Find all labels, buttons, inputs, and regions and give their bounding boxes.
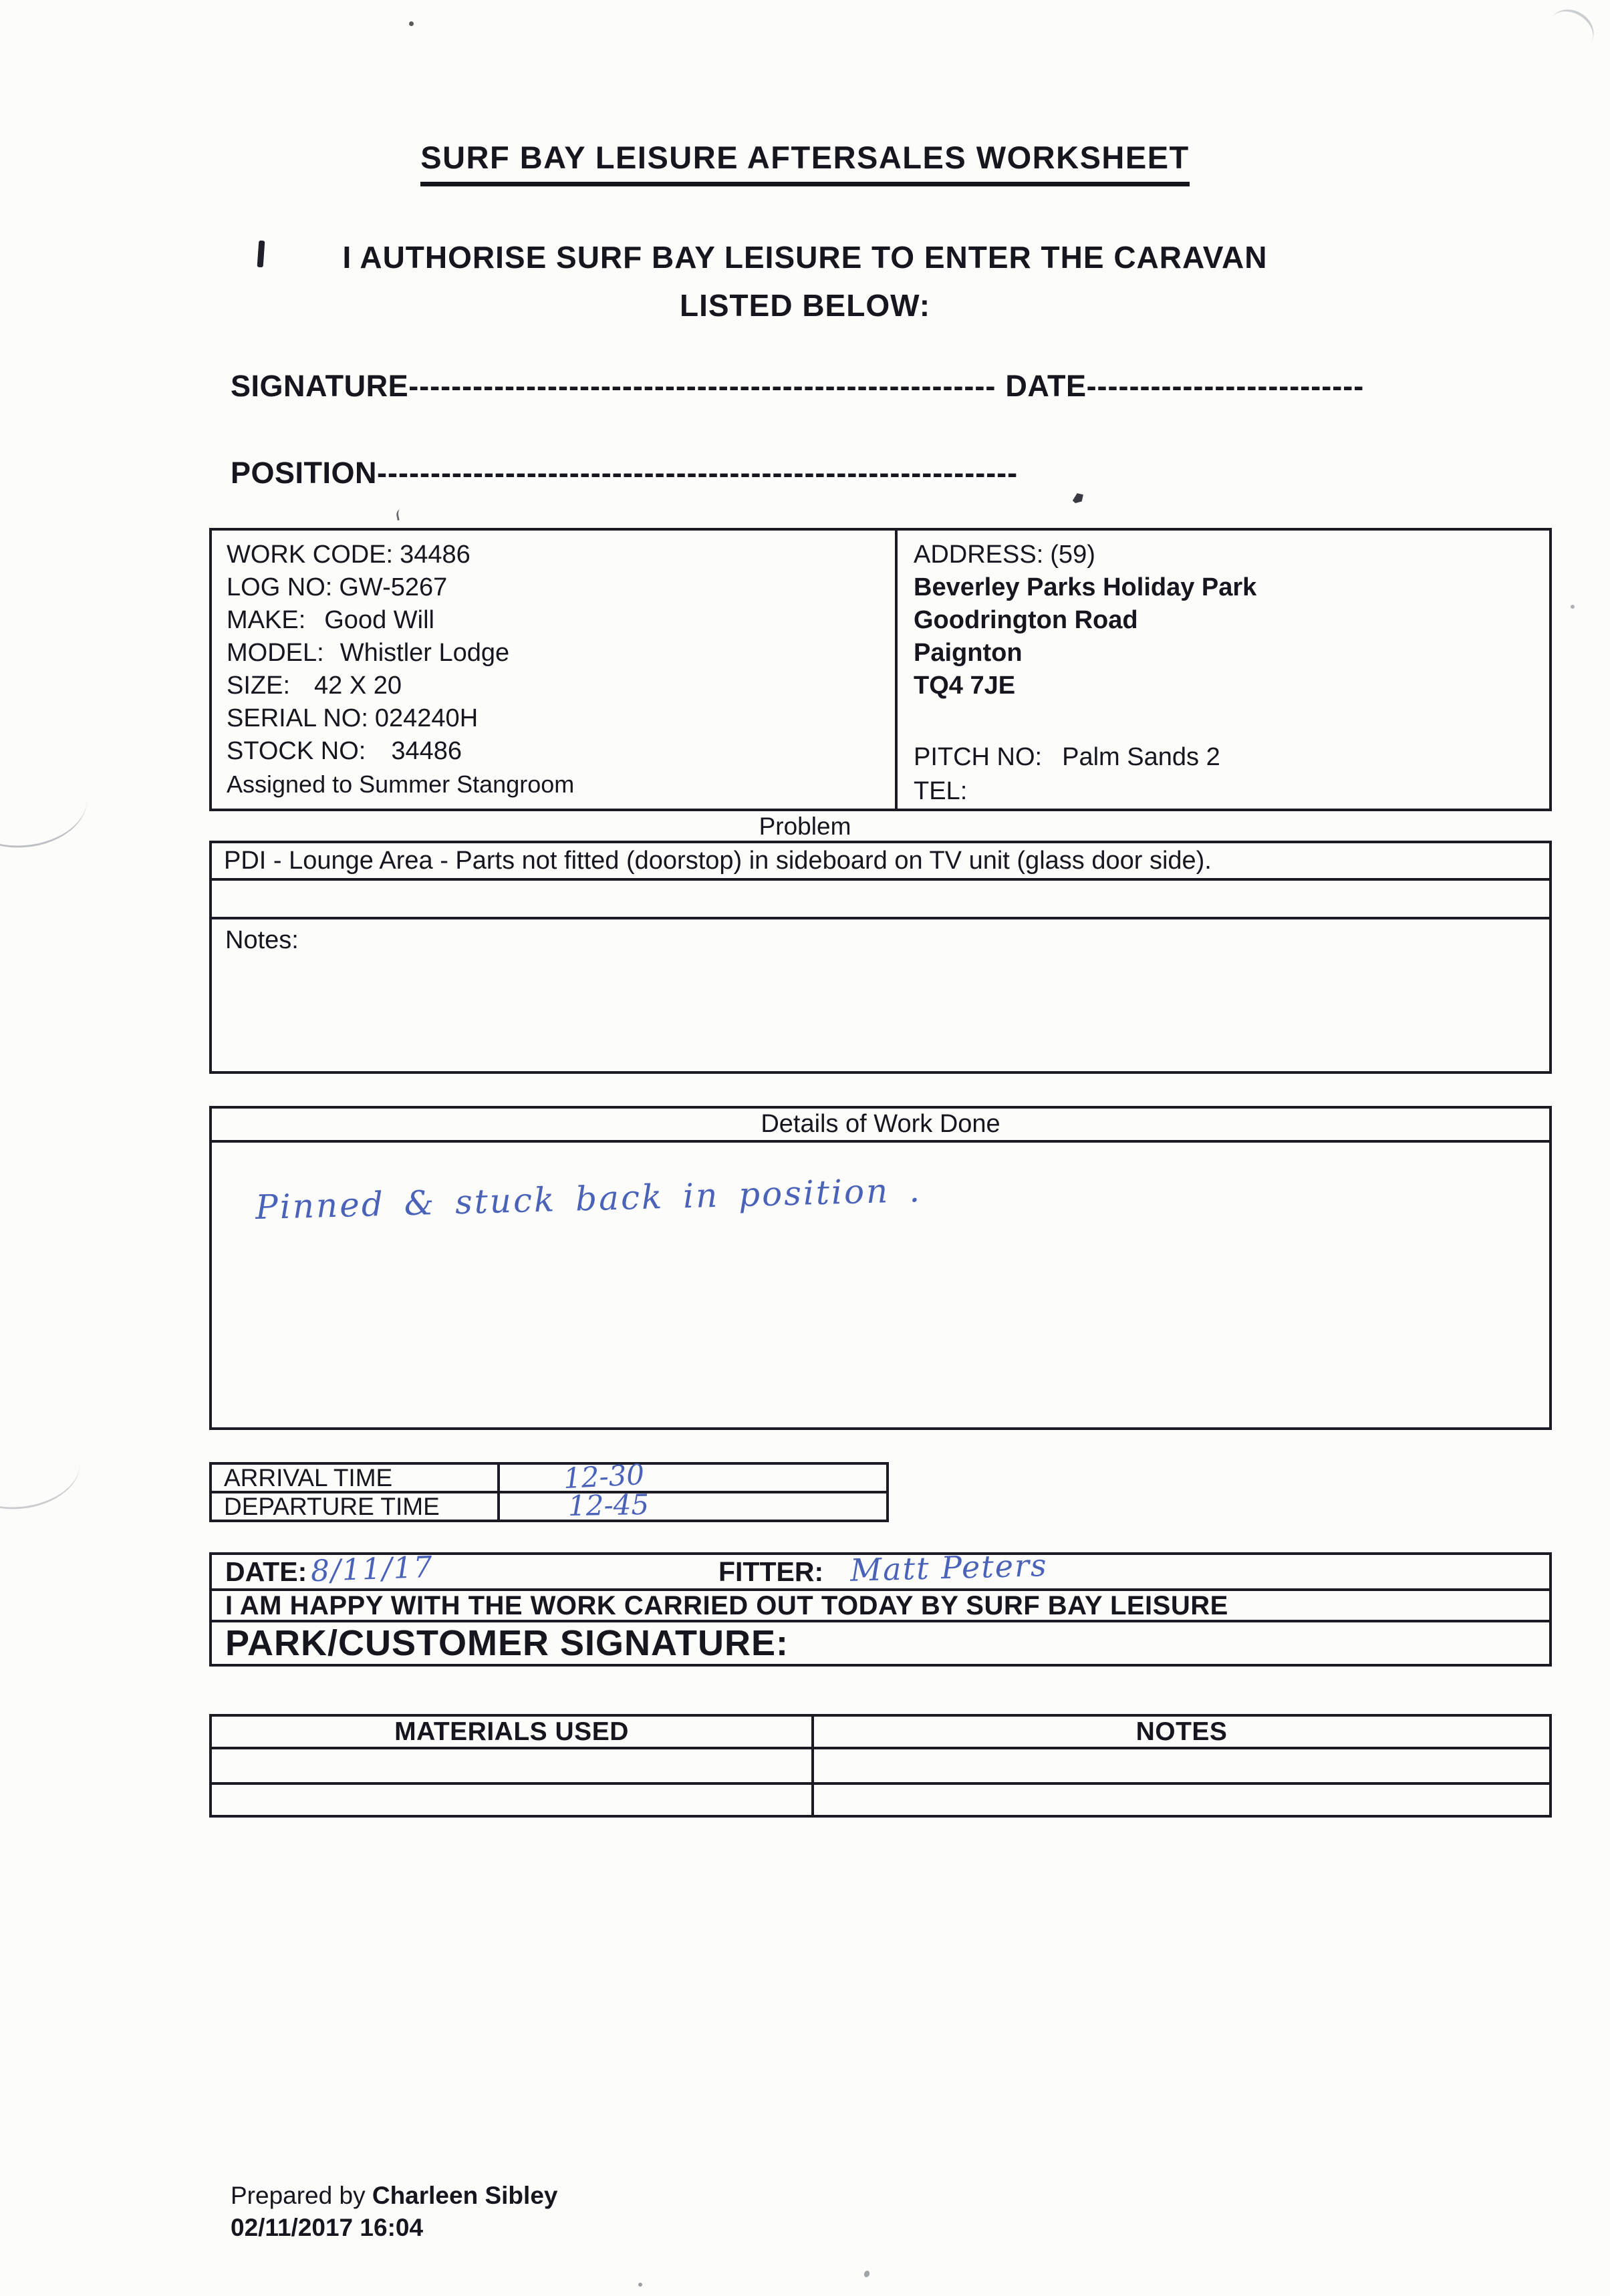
signoff-date-label: DATE: <box>225 1556 307 1587</box>
position-line <box>231 456 1018 490</box>
arrival-time-label: ARRIVAL TIME <box>212 1465 500 1491</box>
address-label-row: ADDRESS: (59) <box>914 541 1095 569</box>
happy-statement: I AM HAPPY WITH THE WORK CARRIED OUT TODAY BY SURF BAY LEISURE <box>212 1591 1549 1622</box>
log-no-row: LOG NO: GW-5267 <box>227 573 448 601</box>
materials-notes-header: NOTES <box>1135 1717 1228 1746</box>
signature-label: SIGNATURE <box>231 369 409 403</box>
arrival-time-handwriting: 12-30 <box>562 1457 646 1495</box>
materials-empty-row-2 <box>212 1785 1549 1815</box>
position-label: POSITION <box>231 456 378 490</box>
arrival-time-value-cell <box>500 1457 886 1495</box>
date-rule: -------------------------- <box>1086 369 1365 403</box>
departure-time-label: DEPARTURE TIME <box>212 1493 500 1520</box>
fitter-handwriting: Matt Peters <box>849 1547 1049 1588</box>
prepared-by-name: Charleen Sibley <box>372 2182 558 2209</box>
address-line-1: Beverley Parks Holiday Park <box>914 573 1257 601</box>
scan-speck-bottom-2 <box>638 2283 642 2287</box>
caravan-info-box <box>209 528 898 811</box>
prepared-by-line <box>231 2180 557 2212</box>
arrival-time-row <box>212 1457 886 1495</box>
details-body <box>212 1143 1549 1430</box>
notes-box <box>209 919 1552 1074</box>
materials-table <box>209 1714 1552 1818</box>
problem-box <box>209 841 1552 919</box>
materials-empty-row-1 <box>212 1749 1549 1785</box>
size-row: SIZE: 42 X 20 <box>227 672 402 700</box>
scan-curve-top-right <box>1541 1 1602 59</box>
details-of-work-box <box>209 1106 1552 1430</box>
signature-date-line <box>231 369 1364 404</box>
make-row: MAKE: Good Will <box>227 606 434 634</box>
position-rule: ------------------------------------------------------------ <box>377 456 1019 490</box>
pitch-no-row: PITCH NO: Palm Sands 2 <box>914 743 1220 771</box>
scan-speck-right <box>1571 605 1575 609</box>
stock-no-row: STOCK NO: 34486 <box>227 737 462 765</box>
model-row: MODEL: Whistler Lodge <box>227 639 510 667</box>
problem-empty-row <box>212 881 1549 917</box>
signoff-box <box>209 1547 1552 1667</box>
authorisation-line-2: LISTED BELOW: <box>679 288 931 323</box>
serial-no-row: SERIAL NO: 024240H <box>227 704 479 732</box>
departure-time-handwriting: 12-45 <box>567 1487 650 1523</box>
date-label: DATE <box>1005 369 1087 403</box>
page-title-wrap <box>0 139 1610 186</box>
authorisation-line-1: I AUTHORISE SURF BAY LEISURE TO ENTER THE CARAVAN <box>342 240 1268 275</box>
problem-text: PDI - Lounge Area - Parts not fitted (doorstop) in sideboard on TV unit (glass door side). <box>212 843 1549 881</box>
date-fitter-row <box>212 1547 1549 1591</box>
scan-curve-left-2 <box>0 1421 84 1516</box>
times-table <box>209 1457 889 1523</box>
footer <box>231 2180 557 2244</box>
details-heading: Details of Work Done <box>212 1109 1549 1143</box>
park-customer-signature-label: PARK/CUSTOMER SIGNATURE: <box>225 1623 789 1663</box>
address-box <box>895 528 1552 811</box>
page-title: SURF BAY LEISURE AFTERSALES WORKSHEET <box>420 139 1190 186</box>
address-postcode: TQ4 7JE <box>914 672 1016 700</box>
scan-squiggle <box>395 509 406 521</box>
prepared-by-prefix: Prepared by <box>231 2182 372 2209</box>
departure-time-value-cell <box>500 1487 886 1523</box>
scan-speck <box>409 21 414 26</box>
address-line-3: Paignton <box>914 639 1023 667</box>
work-code-row: WORK CODE: 34486 <box>227 541 471 569</box>
tel-row: TEL: <box>914 777 968 805</box>
materials-header-row <box>212 1717 1549 1749</box>
departure-time-row <box>212 1487 886 1523</box>
problem-heading: Problem <box>759 813 851 840</box>
assigned-row: Assigned to Summer Stangroom <box>227 770 575 798</box>
signature-rule: ------------------------------------------------------- <box>408 369 996 403</box>
notes-label: Notes: <box>225 926 299 954</box>
signoff-date-handwriting: 8/11/17 <box>310 1550 434 1589</box>
address-line-2: Goodrington Road <box>914 606 1138 634</box>
fitter-label: FITTER: <box>718 1556 824 1587</box>
materials-used-header: MATERIALS USED <box>212 1717 814 1747</box>
scan-speck-bottom-1 <box>863 2270 871 2278</box>
ink-blot <box>1071 492 1085 505</box>
prepared-timestamp: 02/11/2017 16:04 <box>231 2214 424 2241</box>
details-handwriting: Pinned & stuck back in position . <box>255 1170 922 1228</box>
